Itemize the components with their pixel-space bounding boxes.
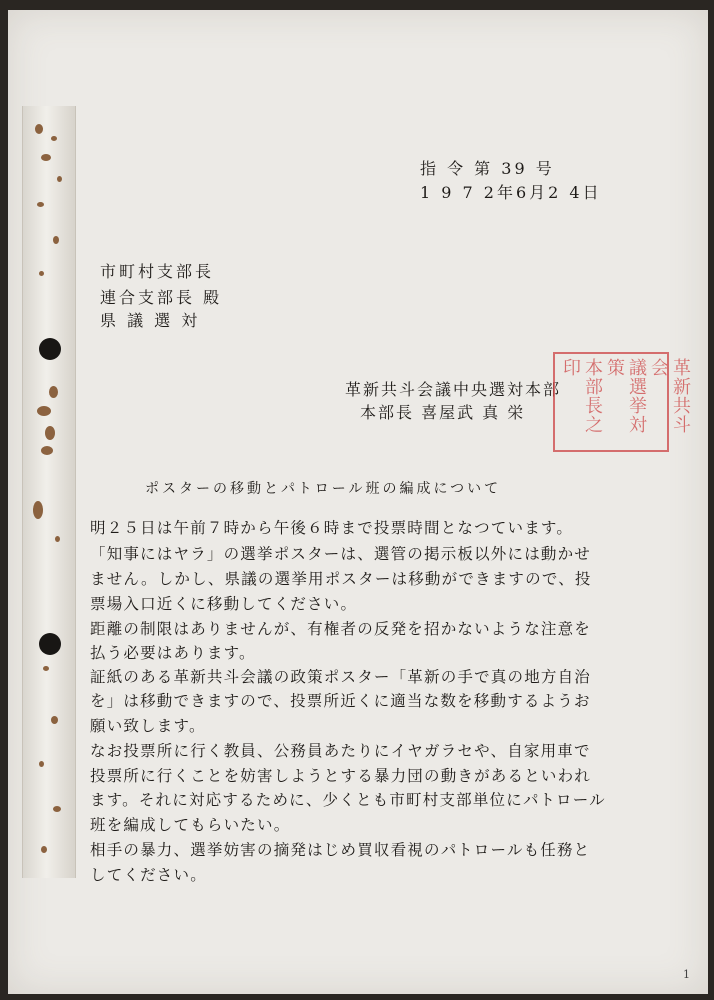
- addressee-line: 連合支部長 殿: [100, 288, 223, 307]
- punch-hole-bottom: [39, 633, 61, 655]
- body-line: 「知事にはヤラ」の選挙ポスターは、選管の掲示板以外には動かせ: [90, 545, 592, 563]
- addressee-line: 県 議 選 対: [100, 311, 201, 330]
- directive-number: 指 令 第 39 号: [420, 159, 555, 178]
- seal-column: 本部長之印: [560, 358, 603, 434]
- sender-organization: 革新共斗会議中央選対本部: [345, 380, 562, 399]
- body-line: 距離の制限はありませんが、有権者の反発を招かないような注意を: [90, 620, 592, 638]
- body-line: を」は移動できますので、投票所近くに適当な数を移動するようお: [90, 692, 591, 710]
- official-seal-stamp: [553, 352, 691, 452]
- body-line: なお投票所に行く教員、公務員あたりにイヤガラセや、自家用車で: [90, 742, 591, 760]
- body-line: 明２５日は午前７時から午後６時まで投票時間となつています。: [90, 519, 574, 537]
- body-line: 相手の暴力、選挙妨害の摘発はじめ買収看視のパトロールも任務と: [90, 841, 591, 859]
- binding-strip: [22, 106, 76, 878]
- body-line: ます。それに対応するために、少くとも市町村支部単位にパトロール: [90, 791, 606, 809]
- body-line: 願い致します。: [90, 717, 206, 735]
- body-line: 票場入口近くに移動してください。: [90, 595, 358, 613]
- document-date: 1 9 7 2年6月2 4日: [420, 183, 602, 202]
- seal-column: 革新共斗会: [648, 358, 691, 434]
- sender-head: 本部長 喜屋武 真 栄: [360, 403, 526, 422]
- body-line: 班を編成してもらいたい。: [90, 816, 291, 834]
- document-title: ポスターの移動とパトロール班の編成について: [145, 481, 502, 497]
- body-line: ません。しかし、県議の選挙用ポスターは移動ができますので、投: [90, 570, 592, 588]
- body-line: 払う必要はあります。: [90, 644, 256, 662]
- addressee-line: 市町村支部長: [100, 262, 215, 281]
- body-line: 証紙のある革新共斗会議の政策ポスター「革新の手で真の地方自治: [90, 668, 592, 686]
- punch-hole-top: [39, 338, 61, 360]
- body-line: 投票所に行くことを妨害しようとする暴力団の動きがあるといわれ: [90, 767, 592, 785]
- page-number: 1: [683, 968, 690, 981]
- body-line: してください。: [90, 866, 207, 884]
- seal-column: 議選挙対策: [604, 358, 647, 434]
